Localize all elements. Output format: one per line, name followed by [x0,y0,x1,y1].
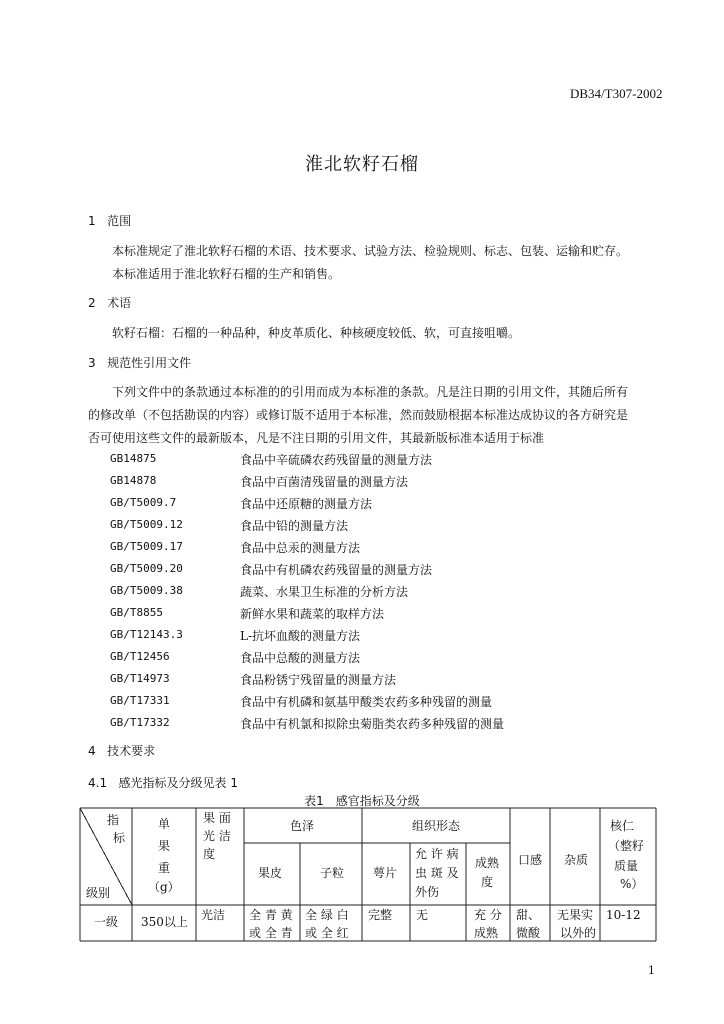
section-number: 1 [88,214,96,228]
reference-code: GB/T14973 [110,672,170,685]
header-weight-1: 单 [158,817,171,831]
header-pest-2: 虫 斑 及 [415,866,459,880]
section-title: 感光指标及分级见表 1 [118,776,238,790]
paragraph-line: 本标准规定了淮北软籽石榴的术语、技术要求、试验方法、检验规则、标志、包装、运输和贮存。 [112,244,629,258]
section-number: 2 [88,296,96,310]
document-title: 淮北软籽石榴 [305,154,419,175]
section-title: 范围 [107,214,132,228]
reference-title: 食品中有机磷和氨基甲酸类农药多种残留的测量 [240,695,493,709]
reference-title: 食品中还原糖的测量方法 [240,497,373,511]
reference-title: L-抗坏血酸的测量方法 [240,629,361,643]
header-kernel-1: 核仁 [610,819,635,833]
row-maturity-2: 成熟 [474,926,499,940]
reference-title: 蔬菜、水果卫生标准的分析方法 [240,585,409,599]
page-number: 1 [648,964,655,977]
header-pest-1: 允 许 病 [415,847,459,861]
table-caption: 表1 感官指标及分级 [304,794,420,808]
reference-code: GB/T5009.17 [110,540,183,553]
header-sepal: 萼片 [373,866,398,880]
reference-code: GB/T5009.12 [110,518,183,531]
header-surface-3: 度 [203,847,216,861]
header-peel: 果皮 [258,866,283,880]
row-taste-1: 甜、 [516,908,541,922]
paragraph-line: 下列文件中的条款通过本标准的的引用而成为本标准的条款。凡是注日期的引用文件，其随后所有 [112,385,629,399]
reference-code: GB/T5009.38 [110,584,183,597]
header-color: 色泽 [290,819,315,833]
section-title: 技术要求 [107,744,156,758]
header-kernel-4: %） [620,877,644,891]
header-weight-3: 重 [158,861,171,875]
row-peel-1: 全 青 黄 [249,908,293,922]
section-title: 术语 [107,296,132,310]
header-tissue: 组织形态 [412,819,461,833]
row-sepal: 完整 [368,908,393,922]
reference-code: GB/T12143.3 [110,628,183,641]
paragraph-line: 否可使用这些文件的最新版本，凡是不注日期的引用文件，其最新版标准本适用于标准 [88,431,545,445]
table-corner-mid: 标 [113,831,126,845]
row-kernel: 10-12 [606,908,641,922]
section-number: 4 [88,744,96,758]
header-kernel-3: 质量 [614,859,639,873]
row-taste-2: 微酸 [516,926,541,940]
row-seed-1: 全 绿 白 [305,908,349,922]
row-impurity-1: 无果实 [557,908,594,922]
table-corner-bottom: 级别 [86,886,111,900]
section-number: 3 [88,356,96,370]
row-pest: 无 [416,908,429,922]
reference-title: 食品中百菌清残留量的测量方法 [240,475,409,489]
header-kernel-2: （整籽 [608,839,645,853]
reference-code: GB/T5009.7 [110,496,177,509]
reference-code: GB/T12456 [110,650,170,663]
header-surface-1: 果 面 [203,811,231,825]
header-pest-3: 外伤 [415,885,440,899]
reference-title: 食品中有机氯和拟除虫菊脂类农药多种残留的测量 [240,717,505,731]
row-surface: 光洁 [201,908,226,922]
reference-code: GB/T5009.20 [110,562,183,575]
section-number: 4.1 [88,776,108,790]
paragraph-line: 软籽石榴：石榴的一种品种，种皮革质化、种核硬度较低、软，可直接咀嚼。 [112,326,521,340]
header-seed: 子粒 [320,866,345,880]
row-peel-2: 或 全 青 [249,926,293,940]
reference-title: 食品中铅的测量方法 [240,519,349,533]
header-weight-4: （g） [148,880,180,894]
reference-title: 食品中总酸的测量方法 [240,651,361,665]
reference-code: GB/T8855 [110,606,163,619]
reference-code: GB/T17332 [110,716,170,729]
reference-title: 食品粉锈宁残留量的测量方法 [240,673,397,687]
header-weight-2: 果 [158,839,171,853]
row-grade: 一级 [94,915,119,929]
reference-title: 食品中总汞的测量方法 [240,541,361,555]
header-maturity-1: 成熟 [475,856,500,870]
header-impurity: 杂质 [564,853,589,867]
header-taste: 口感 [518,853,543,867]
reference-code: GB14875 [110,452,157,465]
paragraph-line: 的修改单（不包括勘误的内容）或修订版不适用于本标准，然而鼓励根据本标准达成协议的各方研究是 [88,408,629,422]
row-impurity-2: 以外的 [560,926,597,940]
reference-title: 食品中辛硫磷农药残留量的测量方法 [240,453,433,467]
row-seed-2: 或 全 红 [305,926,349,940]
reference-title: 新鲜水果和蔬菜的取样方法 [240,607,385,621]
reference-code: GB/T17331 [110,694,170,707]
row-maturity-1: 充 分 [474,908,502,922]
table-corner-top: 指 [107,813,120,827]
header-surface-2: 光 洁 [203,829,231,843]
paragraph-line: 本标准适用于淮北软籽石榴的生产和销售。 [112,267,341,281]
reference-code: GB14878 [110,474,157,487]
section-title: 规范性引用文件 [107,356,192,370]
header-maturity-2: 度 [481,875,494,889]
reference-title: 食品中有机磷农药残留量的测量方法 [240,563,433,577]
row-weight: 350以上 [141,915,188,929]
standard-code: DB34/T307-2002 [570,86,663,101]
